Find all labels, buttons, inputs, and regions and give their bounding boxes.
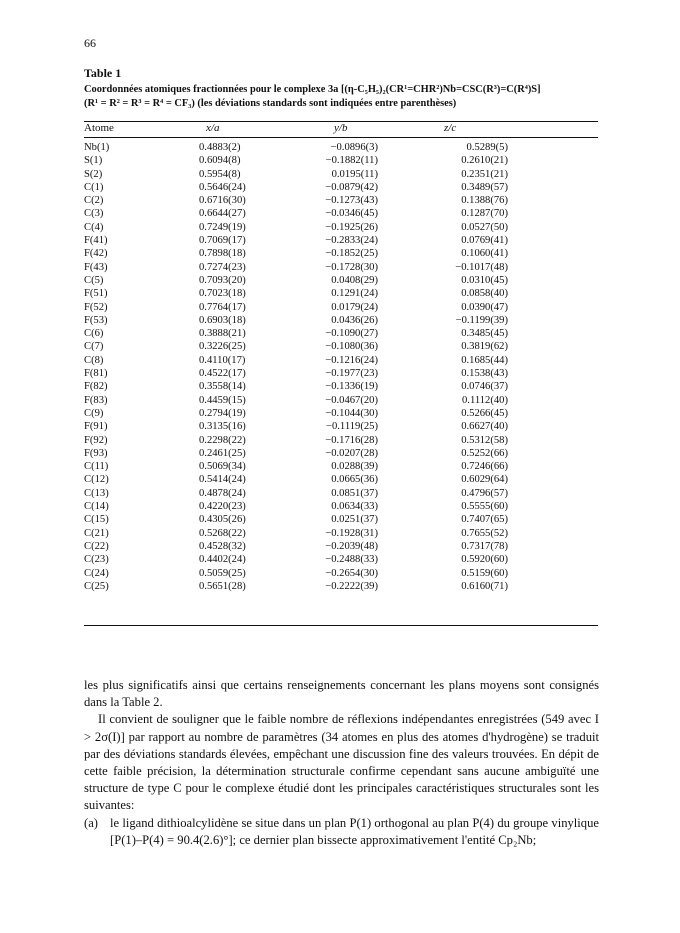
cell-z: −0.1199(39) [455, 314, 508, 326]
table-row [84, 473, 598, 486]
cell-y: −0.1928(31) [325, 527, 378, 539]
cell-atom: F(42) [84, 248, 108, 260]
cell-x: 0.2794(19) [199, 407, 246, 419]
list-item-a [84, 815, 599, 849]
cell-atom: C(22) [84, 540, 109, 552]
cell-z: 0.1112(40) [462, 394, 508, 406]
cell-y: −0.2222(39) [325, 580, 378, 592]
table-row [84, 567, 598, 580]
table-row [84, 380, 598, 393]
table-row [84, 247, 598, 260]
cell-atom: F(82) [84, 381, 108, 393]
list-marker-a: (a) [84, 815, 98, 830]
cell-atom: C(21) [84, 527, 109, 539]
cell-y: −0.1119(25) [326, 421, 378, 433]
cell-atom: C(2) [84, 195, 104, 207]
cell-x: 0.4459(15) [199, 394, 246, 406]
cell-x: 0.5268(22) [199, 527, 246, 539]
table-row [84, 221, 598, 234]
header-x: x/a [206, 122, 220, 134]
table-header-rule [84, 137, 598, 138]
cell-atom: C(12) [84, 474, 109, 486]
table-row [84, 301, 598, 314]
table-caption-line-1: Coordonnées atomiques fractionnées pour le complexe 3a [(η-C₅H₅)₂(CR¹=CHR²)Nb=CSC(R³)=C(R⁴)S] [84, 84, 541, 95]
cell-atom: C(6) [84, 328, 104, 340]
cell-z: 0.0858(40) [461, 288, 508, 300]
cell-atom: F(93) [84, 447, 108, 459]
cell-x: 0.7249(19) [199, 221, 246, 233]
table-row [84, 500, 598, 513]
cell-z: 0.0527(50) [461, 221, 508, 233]
cell-y: −0.1080(36) [325, 341, 378, 353]
cell-z: 0.0746(37) [461, 381, 508, 393]
cell-y: −0.1273(43) [325, 195, 378, 207]
cell-y: −0.1336(19) [325, 381, 378, 393]
paragraph-2: Il convient de souligner que le faible nombre de réflexions indépendantes enregistrées (549 avec I > 2σ(I)] par rapport au nombre de paramètres (34 atomes en plus des atomes d'hydrogène) se traduit par des déviations standards élevées, empêchant une discussion fine des valeurs trouvées. En dépit de cette faible précision, la détermination structurale confirme cependant sans aucune ambiguïté une structure de type C pour le complexe étudié dont les principales caractéristiques structurales sont les suivantes: [84, 712, 599, 813]
cell-x: 0.7023(18) [199, 288, 246, 300]
cell-x: 0.6644(27) [199, 208, 246, 220]
cell-x: 0.5651(28) [199, 580, 246, 592]
cell-z: 0.5252(66) [461, 447, 508, 459]
header-z: z/c [444, 122, 457, 134]
cell-x: 0.4110(17) [199, 354, 246, 366]
table-row [84, 460, 598, 473]
cell-y: −0.0207(28) [325, 447, 378, 459]
table-row [84, 234, 598, 247]
cell-y: −0.2654(30) [325, 567, 378, 579]
cell-atom: F(53) [84, 314, 108, 326]
cell-z: 0.1538(43) [461, 368, 508, 380]
table-row [84, 354, 598, 367]
cell-z: 0.6029(64) [461, 474, 508, 486]
cell-z: 0.3819(62) [461, 341, 508, 353]
cell-z: 0.5289(5) [466, 142, 508, 153]
cell-atom: C(7) [84, 341, 104, 353]
cell-atom: C(5) [84, 274, 104, 286]
cell-z: 0.3489(57) [461, 181, 508, 193]
cell-z: 0.5312(58) [461, 434, 508, 446]
table-row [84, 394, 598, 407]
table-row [84, 434, 598, 447]
cell-y: −0.2833(24) [325, 235, 378, 247]
cell-y: 0.0195(11) [331, 168, 378, 180]
table-row [84, 540, 598, 553]
cell-z: 0.6627(40) [461, 421, 508, 433]
cell-y: −0.1925(26) [325, 221, 378, 233]
table-row [84, 261, 598, 274]
cell-x: 0.5059(25) [199, 567, 246, 579]
table-row [84, 141, 598, 154]
cell-atom: C(14) [84, 501, 109, 513]
cell-atom: C(9) [84, 407, 104, 419]
table-row [84, 447, 598, 460]
table-row [84, 340, 598, 353]
cell-atom: F(81) [84, 368, 108, 380]
cell-y: 0.0665(36) [331, 474, 378, 486]
cell-x: 0.4522(17) [199, 368, 246, 380]
cell-x: 0.3558(14) [199, 381, 246, 393]
cell-y: −0.1716(28) [325, 434, 378, 446]
cell-x: 0.7898(18) [199, 248, 246, 260]
cell-y: −0.1728(30) [325, 261, 378, 273]
cell-atom: C(1) [84, 181, 104, 193]
cell-z: −0.1017(48) [455, 261, 508, 273]
table-row [84, 580, 598, 593]
table-row [84, 154, 598, 167]
cell-y: 0.0251(37) [331, 514, 378, 526]
table-row [84, 287, 598, 300]
table-row [84, 513, 598, 526]
cell-y: −0.1044(30) [325, 407, 378, 419]
cell-z: 0.2610(21) [461, 155, 508, 167]
cell-y: −0.1216(24) [325, 354, 378, 366]
cell-x: 0.3888(21) [199, 328, 246, 340]
cell-z: 0.0769(41) [461, 235, 508, 247]
cell-x: 0.3226(25) [199, 341, 246, 353]
table-row [84, 487, 598, 500]
table-row [84, 194, 598, 207]
cell-atom: C(4) [84, 221, 104, 233]
cell-atom: C(15) [84, 514, 109, 526]
cell-atom: C(25) [84, 580, 109, 592]
cell-x: 0.7069(17) [199, 235, 246, 247]
cell-y: −0.0879(42) [325, 181, 378, 193]
cell-z: 0.3485(45) [461, 328, 508, 340]
cell-y: 0.1291(24) [331, 288, 378, 300]
cell-atom: C(24) [84, 567, 109, 579]
page-number: 66 [84, 36, 96, 50]
cell-atom: S(2) [84, 168, 103, 180]
cell-z: 0.5266(45) [461, 407, 508, 419]
cell-atom: F(51) [84, 288, 108, 300]
cell-atom: F(41) [84, 235, 108, 247]
cell-atom: F(91) [84, 421, 108, 433]
cell-z: 0.7407(65) [461, 514, 508, 526]
table-caption-line-2: (R¹ = R² = R³ = R⁴ = CF₃) (les déviations standards sont indiquées entre parenthèses) [84, 98, 457, 109]
cell-z: 0.1060(41) [461, 248, 508, 260]
table-row [84, 527, 598, 540]
header-atom: Atome [84, 122, 114, 134]
cell-y: −0.2039(48) [325, 540, 378, 552]
cell-z: 0.5159(60) [461, 567, 508, 579]
cell-atom: F(92) [84, 434, 108, 446]
cell-y: −0.2488(33) [325, 554, 378, 566]
cell-x: 0.6903(18) [199, 314, 246, 326]
table-row [84, 553, 598, 566]
cell-y: −0.1852(25) [325, 248, 378, 260]
list-text-a: le ligand dithioalcylidène se situe dans un plan P(1) orthogonal au plan P(4) du groupe vinylique [P(1)–P(4) = 90.4(2.6)°]; ce dernier plan bissecte approximativement l'entité Cp₂Nb; [110, 815, 599, 847]
cell-y: 0.0288(39) [331, 461, 378, 473]
cell-z: 0.0310(45) [461, 274, 508, 286]
table-row [84, 314, 598, 327]
cell-y: −0.0896(3) [330, 142, 378, 153]
cell-z: 0.1287(70) [461, 208, 508, 220]
cell-x: 0.4220(23) [199, 501, 246, 513]
cell-x: 0.5646(24) [199, 181, 246, 193]
table-row [84, 327, 598, 340]
cell-y: 0.0436(26) [331, 314, 378, 326]
table-header-row [84, 122, 598, 137]
cell-x: 0.4878(24) [199, 487, 246, 499]
cell-x: 0.2461(25) [199, 447, 246, 459]
cell-z: 0.1685(44) [461, 354, 508, 366]
cell-atom: S(1) [84, 155, 103, 167]
cell-y: 0.0408(29) [331, 274, 378, 286]
cell-x: 0.5954(8) [199, 168, 241, 180]
cell-x: 0.5069(34) [199, 461, 246, 473]
table-row [84, 407, 598, 420]
cell-x: 0.6716(30) [199, 195, 246, 207]
cell-atom: F(43) [84, 261, 108, 273]
table-label: Table 1 [84, 66, 122, 80]
cell-atom: Nb(1) [84, 142, 110, 153]
cell-x: 0.7764(17) [199, 301, 246, 313]
cell-atom: F(83) [84, 394, 108, 406]
cell-x: 0.4402(24) [199, 554, 246, 566]
cell-y: 0.0851(37) [331, 487, 378, 499]
table-row [84, 420, 598, 433]
cell-z: 0.7317(78) [461, 540, 508, 552]
paragraph-1: les plus significatifs ainsi que certains renseignements concernant les plans moyens sont consignés dans la Table 2. [84, 678, 599, 710]
table-body [84, 141, 598, 593]
cell-z: 0.1388(76) [461, 195, 508, 207]
cell-y: −0.0467(20) [325, 394, 378, 406]
table-bottom-rule [84, 625, 598, 626]
cell-atom: C(8) [84, 354, 104, 366]
cell-x: 0.2298(22) [199, 434, 246, 446]
cell-y: 0.0179(24) [331, 301, 378, 313]
cell-z: 0.5920(60) [461, 554, 508, 566]
cell-z: 0.6160(71) [461, 580, 508, 592]
cell-atom: C(3) [84, 208, 104, 220]
table-row [84, 181, 598, 194]
cell-z: 0.7246(66) [461, 461, 508, 473]
cell-y: −0.1090(27) [325, 328, 378, 340]
cell-z: 0.5555(60) [461, 501, 508, 513]
cell-x: 0.6094(8) [199, 155, 241, 167]
cell-x: 0.7274(23) [199, 261, 246, 273]
table-caption [84, 83, 604, 111]
table-row [84, 207, 598, 220]
table-row [84, 168, 598, 181]
cell-z: 0.2351(21) [461, 168, 508, 180]
cell-atom: C(11) [84, 461, 109, 473]
cell-atom: C(23) [84, 554, 109, 566]
table-row [84, 274, 598, 287]
cell-x: 0.7093(20) [199, 274, 246, 286]
cell-z: 0.4796(57) [461, 487, 508, 499]
cell-z: 0.7655(52) [461, 527, 508, 539]
table-row [84, 367, 598, 380]
cell-y: −0.1977(23) [325, 368, 378, 380]
cell-atom: C(13) [84, 487, 109, 499]
cell-y: −0.1882(11) [325, 155, 378, 167]
body-text [84, 677, 599, 849]
cell-x: 0.4528(32) [199, 540, 246, 552]
cell-atom: F(52) [84, 301, 108, 313]
cell-y: 0.0634(33) [331, 501, 378, 513]
cell-z: 0.0390(47) [461, 301, 508, 313]
header-y: y/b [334, 122, 348, 134]
cell-x: 0.3135(16) [199, 421, 246, 433]
cell-x: 0.5414(24) [199, 474, 246, 486]
cell-x: 0.4305(26) [199, 514, 246, 526]
cell-y: −0.0346(45) [325, 208, 378, 220]
cell-x: 0.4883(2) [199, 142, 241, 153]
